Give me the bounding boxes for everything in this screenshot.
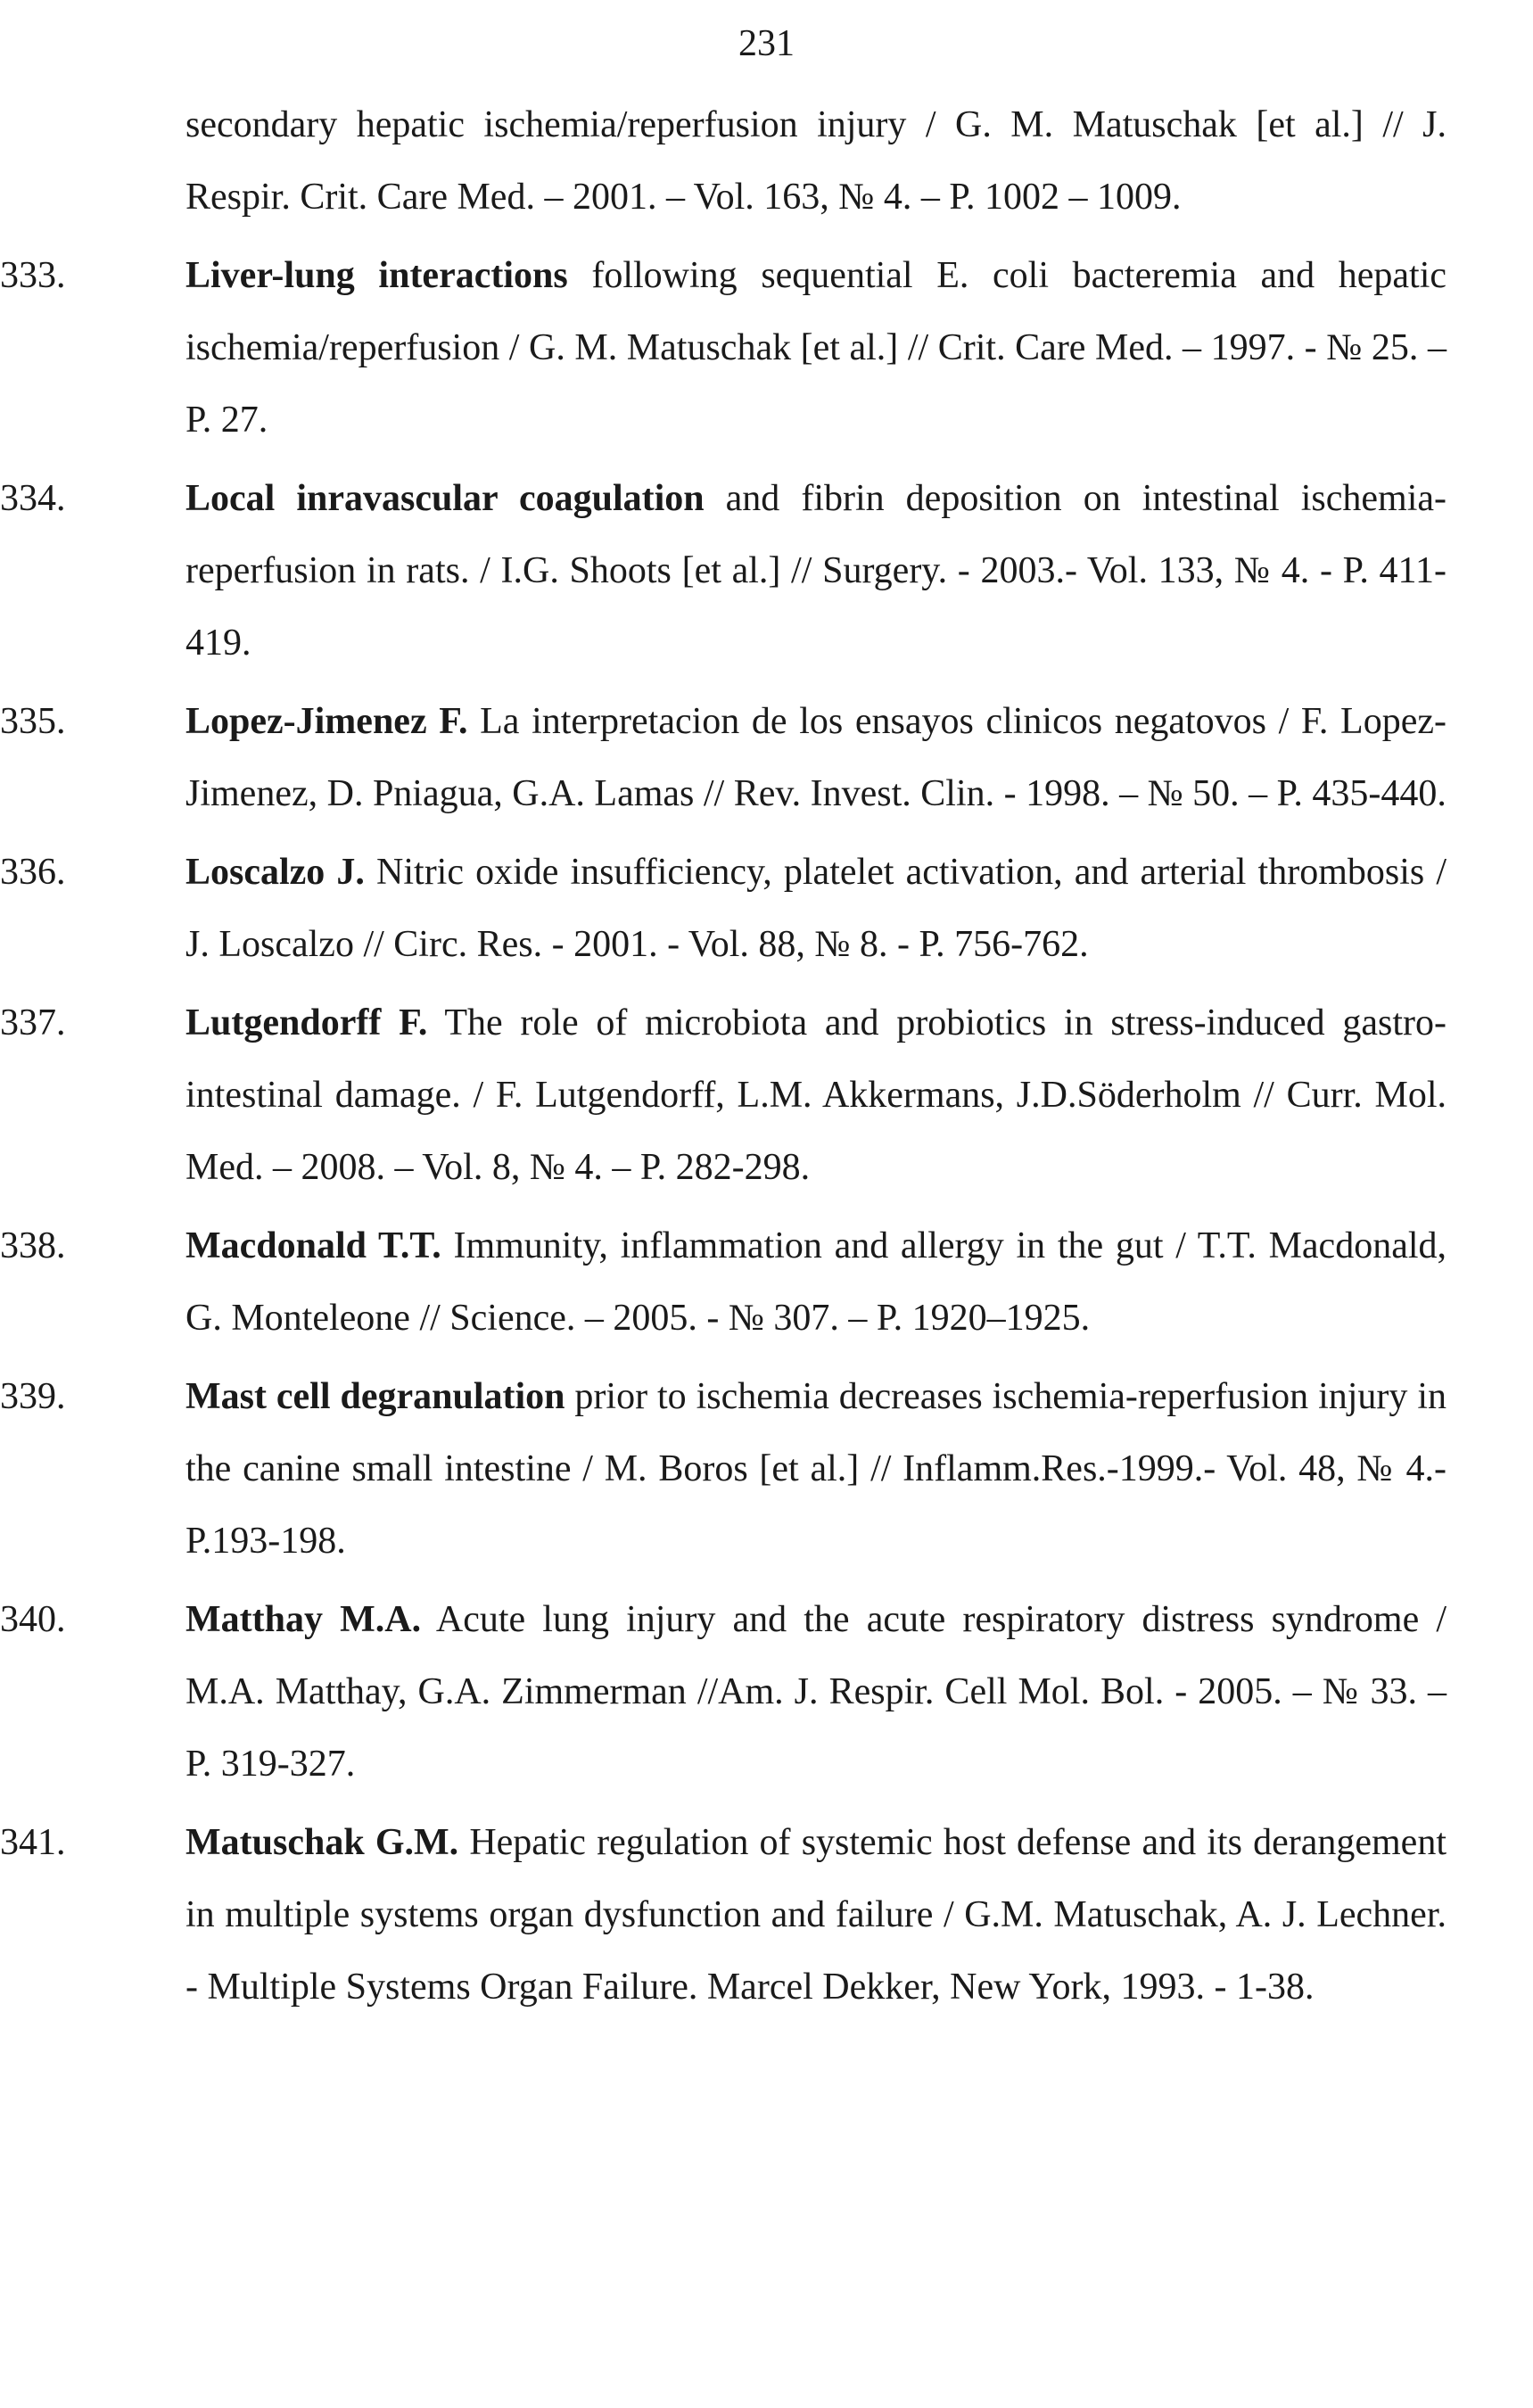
reference-text: Immunity, inflammation and allergy in the gut / T.T. Macdonald, G. Monteleone // Science. – 2005. - № 307. – P. 1920–1925. — [185, 1225, 1447, 1339]
reference-number: 339. — [0, 1376, 66, 1417]
reference-number: 335. — [0, 701, 66, 742]
reference-lead: Lutgendorff F. — [185, 1002, 428, 1043]
reference-item-334 — [0, 463, 1446, 680]
reference-item-337 — [0, 987, 1446, 1204]
reference-number: 336. — [0, 852, 66, 893]
reference-item-341 — [0, 1807, 1446, 2024]
reference-number: 333. — [0, 255, 66, 296]
reference-number: 337. — [0, 1002, 66, 1043]
reference-text: La interpretacion de los ensayos clinicos negatovos / F. Lopez-Jimenez, D. Pniagua, G.A. Lamas // Rev. Invest. Clin. - 1998. – № 50. – P. 435-440. — [185, 701, 1446, 814]
reference-text: Nitric oxide insufficiency, platelet activation, and arterial thrombosis / J. Loscalzo // Circ. Res. - 2001. - Vol. 88, № 8. - P. 756-762. — [185, 852, 1447, 965]
reference-item-336 — [0, 837, 1447, 981]
page-number: 231 — [738, 23, 795, 64]
reference-text: Hepatic regulation of systemic host defense and its derangement in multiple systems organ dysfunction and failure / G.M. Matuschak, A. J. Lechner. - Multiple Systems Organ Failure. Marcel Dekker, New York, 1993. - 1-38. — [185, 1822, 1446, 2008]
reference-lead: Liver-lung interactions — [185, 255, 568, 296]
reference-lead: Matuschak G.M. — [185, 1822, 459, 1863]
reference-item-335 — [0, 686, 1446, 830]
reference-number: 340. — [0, 1599, 66, 1640]
reference-number: 341. — [0, 1822, 66, 1863]
reference-lead: Loscalzo J. — [185, 852, 365, 893]
reference-lead: Macdonald T.T. — [185, 1225, 441, 1266]
reference-lead: Matthay M.A. — [185, 1599, 422, 1640]
reference-number: 338. — [0, 1225, 66, 1266]
reference-continuation — [177, 89, 1446, 234]
reference-item-339 — [0, 1361, 1446, 1578]
reference-number: 334. — [0, 478, 66, 519]
reference-item-340 — [0, 1584, 1446, 1801]
reference-text: The role of microbiota and probiotics in stress-induced gastro-intestinal damage. / F. Lutgendorff, L.M. Akkermans, J.D.Söderholm // Curr. Mol. Med. – 2008. – Vol. 8, № 4. – P. 282-298. — [185, 1002, 1446, 1188]
reference-text: following sequential E. coli bacteremia and hepatic ischemia/reperfusion / G. M. Matuschak [et al.] // Crit. Care Med. – 1997. - № 25. – P. 27. — [185, 255, 1447, 441]
reference-item-333 — [0, 240, 1447, 457]
reference-list — [0, 89, 1447, 2030]
reference-text: prior to ischemia decreases ischemia-reperfusion injury in the canine small intestine / M. Boros [et al.] // Inflamm.Res.-1999.- Vol. 48, № 4.-P.193-198. — [185, 1376, 1446, 1562]
reference-lead: Mast cell degranulation — [185, 1376, 565, 1417]
reference-item-338 — [0, 1210, 1447, 1355]
reference-lead: Local inravascular coagulation — [185, 478, 705, 519]
reference-text: Acute lung injury and the acute respiratory distress syndrome / M.A. Matthay, G.A. Zimmerman //Am. J. Respir. Cell Mol. Bol. - 2005. – № 33. – P. 319-327. — [185, 1599, 1446, 1785]
reference-lead: Lopez-Jimenez F. — [185, 701, 468, 742]
reference-text: and fibrin deposition on intestinal ischemia-reperfusion in rats. / I.G. Shoots [et al.] // Surgery. - 2003.- Vol. 133, № 4. - P. 411-419. — [185, 478, 1446, 664]
reference-continuation-text: secondary hepatic ischemia/reperfusion injury / G. M. Matuschak [et al.] // J. Respir. Crit. Care Med. – 2001. – Vol. 163, № 4. – P. 1002 – 1009. — [185, 104, 1446, 218]
